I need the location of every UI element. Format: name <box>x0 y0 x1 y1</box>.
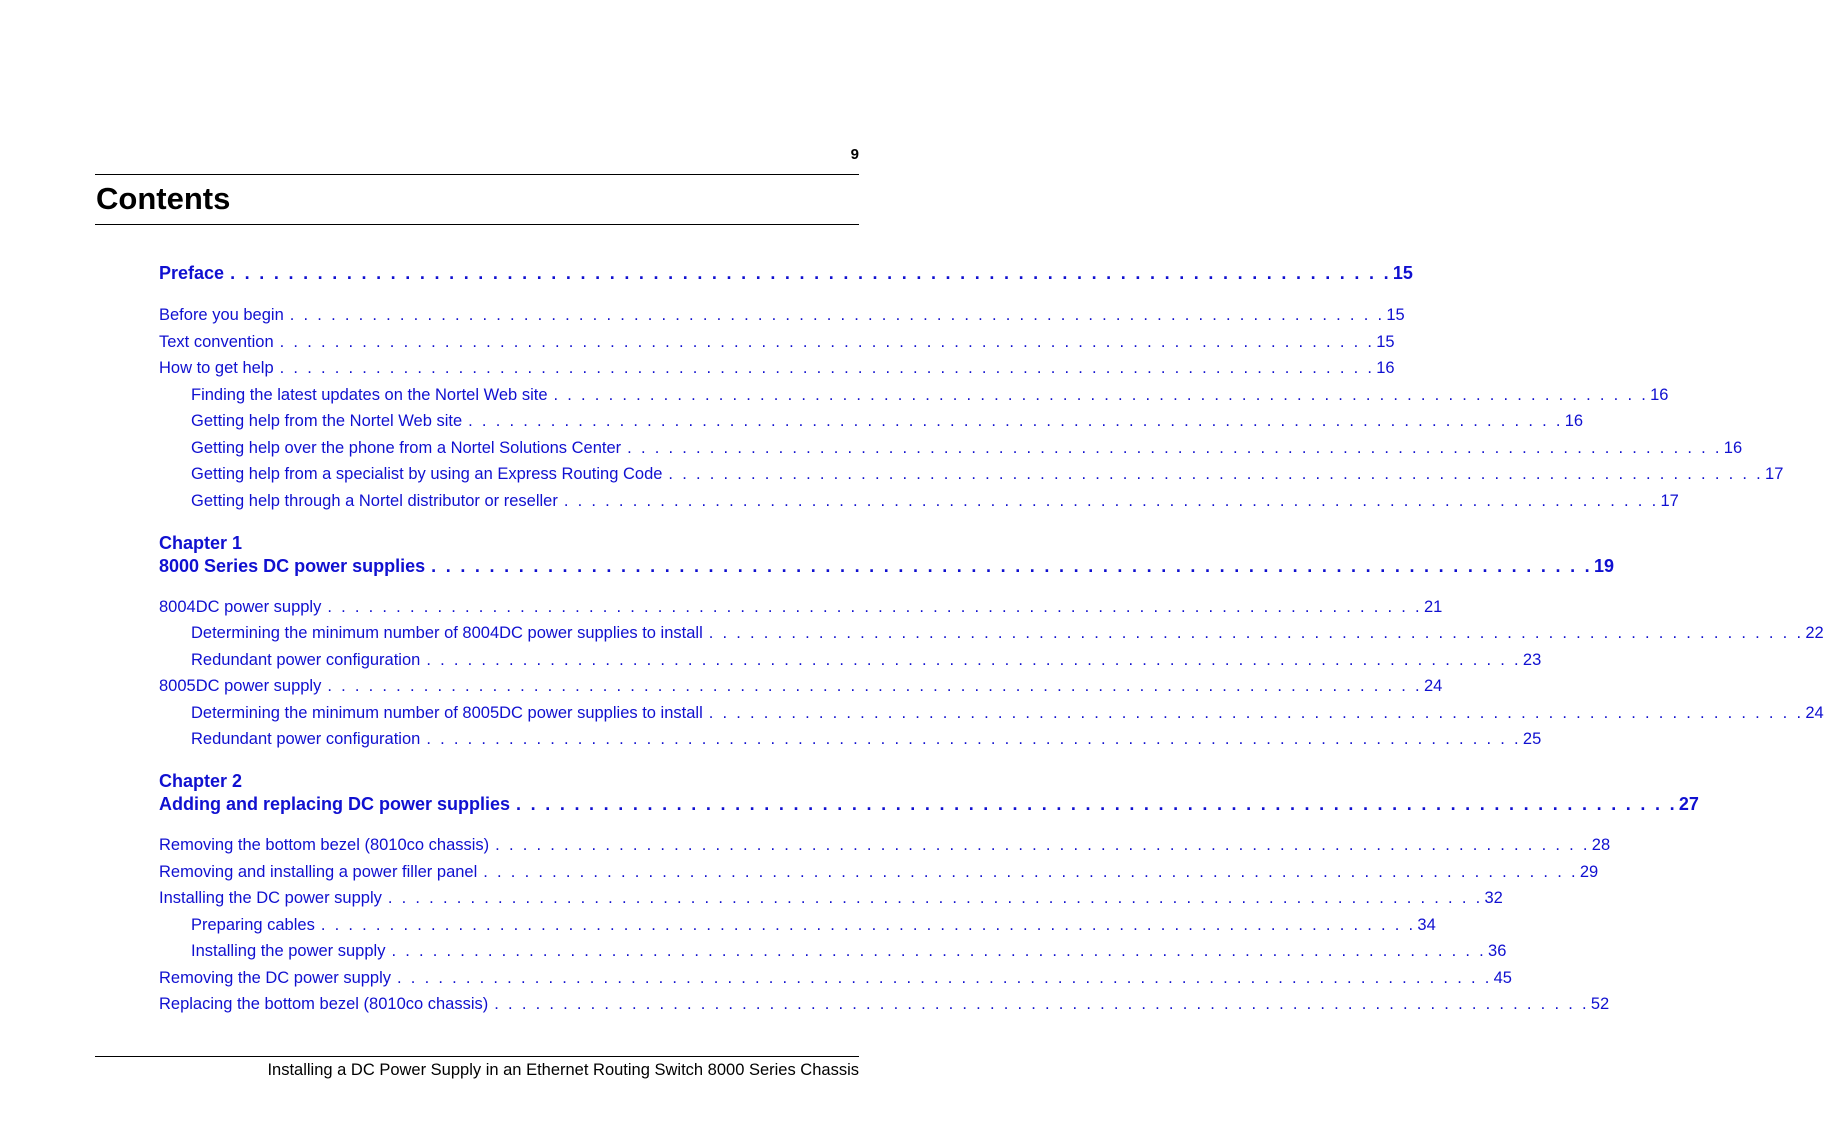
toc-entry-label: 8004DC power supply <box>159 598 322 616</box>
toc-entry-page: 19 <box>1593 556 1615 576</box>
toc-entry[interactable] <box>159 333 1395 352</box>
dot-leader: . . . . . . . . . . . . . . . . . . . . . . . . . . . . . . . . . . . . . . . . . . . . . . . . . . . . . . . . . . . . . . . . . . . . . . . . . . . . . . . . <box>327 677 1422 695</box>
toc-entry[interactable] <box>191 412 1584 431</box>
toc-entry[interactable] <box>159 359 1395 378</box>
dot-leader: . . . . . . . . . . . . . . . . . . . . . . . . . . . . . . . . . . . . . . . . . . . . . . . . . . . . . . . . . . . . . . . . . . . . . . . . . . . . . . . . <box>320 916 1416 934</box>
toc-entry-label: Installing the power supply <box>191 942 386 960</box>
toc-entry-page: 24 <box>1423 677 1443 695</box>
dot-leader: . . . . . . . . . . . . . . . . . . . . . . . . . . . . . . . . . . . . . . . . . . . . . . . . . . . . . . . . . . . . . . . . . . . . . . . . . . . . . . . . <box>627 439 1722 457</box>
toc-entry[interactable] <box>159 836 1611 855</box>
toc-entry-page: 36 <box>1488 942 1507 960</box>
toc-entry[interactable] <box>159 969 1512 988</box>
dot-leader: . . . . . . . . . . . . . . . . . . . . . . . . . . . . . . . . . . . . . . . . . . . . . . . . . . . . . . . . . . . . . . . . . . . . . . . . . . . . . . . . <box>494 995 1589 1013</box>
page-number: 9 <box>850 146 859 163</box>
toc-entry-label: Redundant power configuration <box>191 730 421 748</box>
dot-leader: . . . . . . . . . . . . . . . . . . . . . . . . . . . . . . . . . . . . . . . . . . . . . . . . . . . . . . . . . . . . . . . . . . . . . . . . . . . . . . . . <box>495 836 1590 854</box>
toc-chapter-entry[interactable] <box>159 263 1413 284</box>
toc-entry-label: Installing the DC power supply <box>159 889 382 907</box>
toc-entry[interactable] <box>191 651 1542 670</box>
toc-entry[interactable] <box>191 386 1669 405</box>
toc-entry-page: 23 <box>1522 651 1542 669</box>
toc-entry[interactable] <box>191 465 1784 484</box>
toc-entry-label: Getting help from the Nortel Web site <box>191 412 463 430</box>
toc-entry-label: Finding the latest updates on the Nortel Web site <box>191 386 548 404</box>
chapter-number[interactable]: Chapter 2 <box>159 771 243 791</box>
dot-leader: . . . . . . . . . . . . . . . . . . . . . . . . . . . . . . . . . . . . . . . . . . . . . . . . . . . . . . . . . . . . . . . . . . . . . . . . . . . . . . . . <box>289 306 1385 324</box>
toc-entry-label: Determining the minimum number of 8004DC power supplies to install <box>191 624 703 642</box>
dot-leader: . . . . . . . . . . . . . . . . . . . . . . . . . . . . . . . . . . . . . . . . . . . . . . . . . . . . . . . . . . . . . . . . . . . . . . . . . . . . . . . . <box>279 359 1375 377</box>
dot-leader: . . . . . . . . . . . . . . . . . . . . . . . . . . . . . . . . . . . . . . . . . . . . . . . . . . . . . . . . . . . . . . . . . . . . . . . . . . . . . . . . <box>387 889 1483 907</box>
toc-entry[interactable] <box>191 439 1743 458</box>
toc-chapter-entry[interactable] <box>159 794 1699 815</box>
dot-leader: . . . . . . . . . . . . . . . . . . . . . . . . . . . . . . . . . . . . . . . . . . . . . . . . . . . . . . . . . . . . . . . . . . . . . . . . . . . . . . . . <box>426 730 1521 748</box>
toc-entry[interactable] <box>159 306 1405 325</box>
dot-leader: . . . . . . . . . . . . . . . . . . . . . . . . . . . . . . . . . . . . . . . . . . . . . . . . . . . . . . . . . . . . . . . . . . . . . . . . . . . . . . . . <box>468 412 1563 430</box>
dot-leader: . . . . . . . . . . . . . . . . . . . . . . . . . . . . . . . . . . . . . . . . . . . . . . . . . . . . . . . . . . . . . . . . . . . . . . . . . . . . . . . . <box>391 942 1487 960</box>
toc-entry[interactable] <box>191 704 1824 723</box>
toc-entry-page: 17 <box>1660 492 1679 510</box>
dot-leader: . . . . . . . . . . . . . . . . . . . . . . . . . . . . . . . . . . . . . . . . . . . . . . . . . . . . . . . . . . . . . . . . . . . . . . . . . . . . . . . . <box>708 704 1804 722</box>
toc-entry-page: 27 <box>1678 794 1699 814</box>
page-title: Contents <box>96 181 231 216</box>
toc-entry-label: Getting help over the phone from a Nortel Solutions Center <box>191 439 622 457</box>
toc-entry[interactable] <box>159 598 1443 617</box>
toc-entry-page: 15 <box>1376 333 1395 351</box>
toc-entry-label: Before you begin <box>159 306 284 324</box>
toc-entry[interactable] <box>159 995 1610 1014</box>
toc-entry-label: Replacing the bottom bezel (8010co chassis) <box>159 995 489 1013</box>
toc-entry[interactable] <box>191 916 1436 935</box>
toc-entry-page: 16 <box>1650 386 1669 404</box>
toc-entry-page: 29 <box>1579 863 1599 881</box>
footer-text: Installing a DC Power Supply in an Ethernet Routing Switch 8000 Series Chassis <box>267 1061 859 1079</box>
dot-leader: . . . . . . . . . . . . . . . . . . . . . . . . . . . . . . . . . . . . . . . . . . . . . . . . . . . . . . . . . . . . . . . . . . . . . . . . . . . . . . . . <box>668 465 1764 483</box>
toc-entry-page: 45 <box>1493 969 1512 987</box>
toc-entry-label: Determining the minimum number of 8005DC power supplies to install <box>191 704 703 722</box>
toc-entry-label: How to get help <box>159 359 274 377</box>
toc-entry-page: 16 <box>1723 439 1743 457</box>
dot-leader: . . . . . . . . . . . . . . . . . . . . . . . . . . . . . . . . . . . . . . . . . . . . . . . . . . . . . . . . . . . . . . . . . . . . . . . . . . . . . . . . <box>516 794 1677 814</box>
toc-entry-page: 15 <box>1392 263 1413 283</box>
toc-entry[interactable] <box>191 624 1824 643</box>
toc-entry-page: 15 <box>1386 306 1405 324</box>
toc-entry-page: 52 <box>1590 995 1610 1013</box>
toc-entry-label: Adding and replacing DC power supplies <box>159 794 511 814</box>
toc-entry-page: 34 <box>1417 916 1436 934</box>
toc-entry-page: 32 <box>1484 889 1503 907</box>
toc-entry-label: Getting help through a Nortel distributor or reseller <box>191 492 558 510</box>
dot-leader: . . . . . . . . . . . . . . . . . . . . . . . . . . . . . . . . . . . . . . . . . . . . . . . . . . . . . . . . . . . . . . . . . . . . . . . . . . . . . . . . <box>230 263 1391 283</box>
dot-leader: . . . . . . . . . . . . . . . . . . . . . . . . . . . . . . . . . . . . . . . . . . . . . . . . . . . . . . . . . . . . . . . . . . . . . . . . . . . . . . . . <box>708 624 1804 642</box>
toc-chapter-entry[interactable] <box>159 556 1615 577</box>
toc-entry-label: Preparing cables <box>191 916 315 934</box>
toc-entry[interactable] <box>159 863 1599 882</box>
toc-entry-page: 25 <box>1522 730 1542 748</box>
dot-leader: . . . . . . . . . . . . . . . . . . . . . . . . . . . . . . . . . . . . . . . . . . . . . . . . . . . . . . . . . . . . . . . . . . . . . . . . . . . . . . . . <box>563 492 1659 510</box>
toc-entry-page: 16 <box>1564 412 1584 430</box>
toc-entry-label: Removing and installing a power filler panel <box>159 863 478 881</box>
toc-entry-label: Text convention <box>159 333 274 351</box>
toc-entry-page: 21 <box>1423 598 1443 616</box>
toc-entry-label: Removing the bottom bezel (8010co chassis) <box>159 836 490 854</box>
toc-entry-label: Removing the DC power supply <box>159 969 392 987</box>
toc-entry[interactable] <box>191 730 1542 749</box>
footer-rule <box>95 1056 859 1057</box>
toc-entry-label: Preface <box>159 263 225 283</box>
dot-leader: . . . . . . . . . . . . . . . . . . . . . . . . . . . . . . . . . . . . . . . . . . . . . . . . . . . . . . . . . . . . . . . . . . . . . . . . . . . . . . . . <box>327 598 1422 616</box>
chapter-number[interactable]: Chapter 1 <box>159 533 243 553</box>
toc-entry-page: 17 <box>1765 465 1784 483</box>
dot-leader: . . . . . . . . . . . . . . . . . . . . . . . . . . . . . . . . . . . . . . . . . . . . . . . . . . . . . . . . . . . . . . . . . . . . . . . . . . . . . . . . <box>397 969 1492 987</box>
toc-entry-page: 28 <box>1591 836 1611 854</box>
toc-entry-label: 8005DC power supply <box>159 677 322 695</box>
toc-entry-label: Getting help from a specialist by using an Express Routing Code <box>191 465 663 483</box>
dot-leader: . . . . . . . . . . . . . . . . . . . . . . . . . . . . . . . . . . . . . . . . . . . . . . . . . . . . . . . . . . . . . . . . . . . . . . . . . . . . . . . . <box>431 556 1592 576</box>
toc-entry-page: 16 <box>1376 359 1395 377</box>
toc-entry[interactable] <box>159 889 1503 908</box>
toc-entry-label: 8000 Series DC power supplies <box>159 556 426 576</box>
dot-leader: . . . . . . . . . . . . . . . . . . . . . . . . . . . . . . . . . . . . . . . . . . . . . . . . . . . . . . . . . . . . . . . . . . . . . . . . . . . . . . . . <box>483 863 1578 881</box>
toc-entry[interactable] <box>191 492 1679 511</box>
toc-entry[interactable] <box>159 677 1443 696</box>
dot-leader: . . . . . . . . . . . . . . . . . . . . . . . . . . . . . . . . . . . . . . . . . . . . . . . . . . . . . . . . . . . . . . . . . . . . . . . . . . . . . . . . <box>279 333 1375 351</box>
toc-entry-page: 22 <box>1805 624 1824 642</box>
toc-entry[interactable] <box>191 942 1507 961</box>
dot-leader: . . . . . . . . . . . . . . . . . . . . . . . . . . . . . . . . . . . . . . . . . . . . . . . . . . . . . . . . . . . . . . . . . . . . . . . . . . . . . . . . <box>426 651 1521 669</box>
dot-leader: . . . . . . . . . . . . . . . . . . . . . . . . . . . . . . . . . . . . . . . . . . . . . . . . . . . . . . . . . . . . . . . . . . . . . . . . . . . . . . . . <box>553 386 1649 404</box>
toc-entry-label: Redundant power configuration <box>191 651 421 669</box>
toc-entry-page: 24 <box>1805 704 1824 722</box>
